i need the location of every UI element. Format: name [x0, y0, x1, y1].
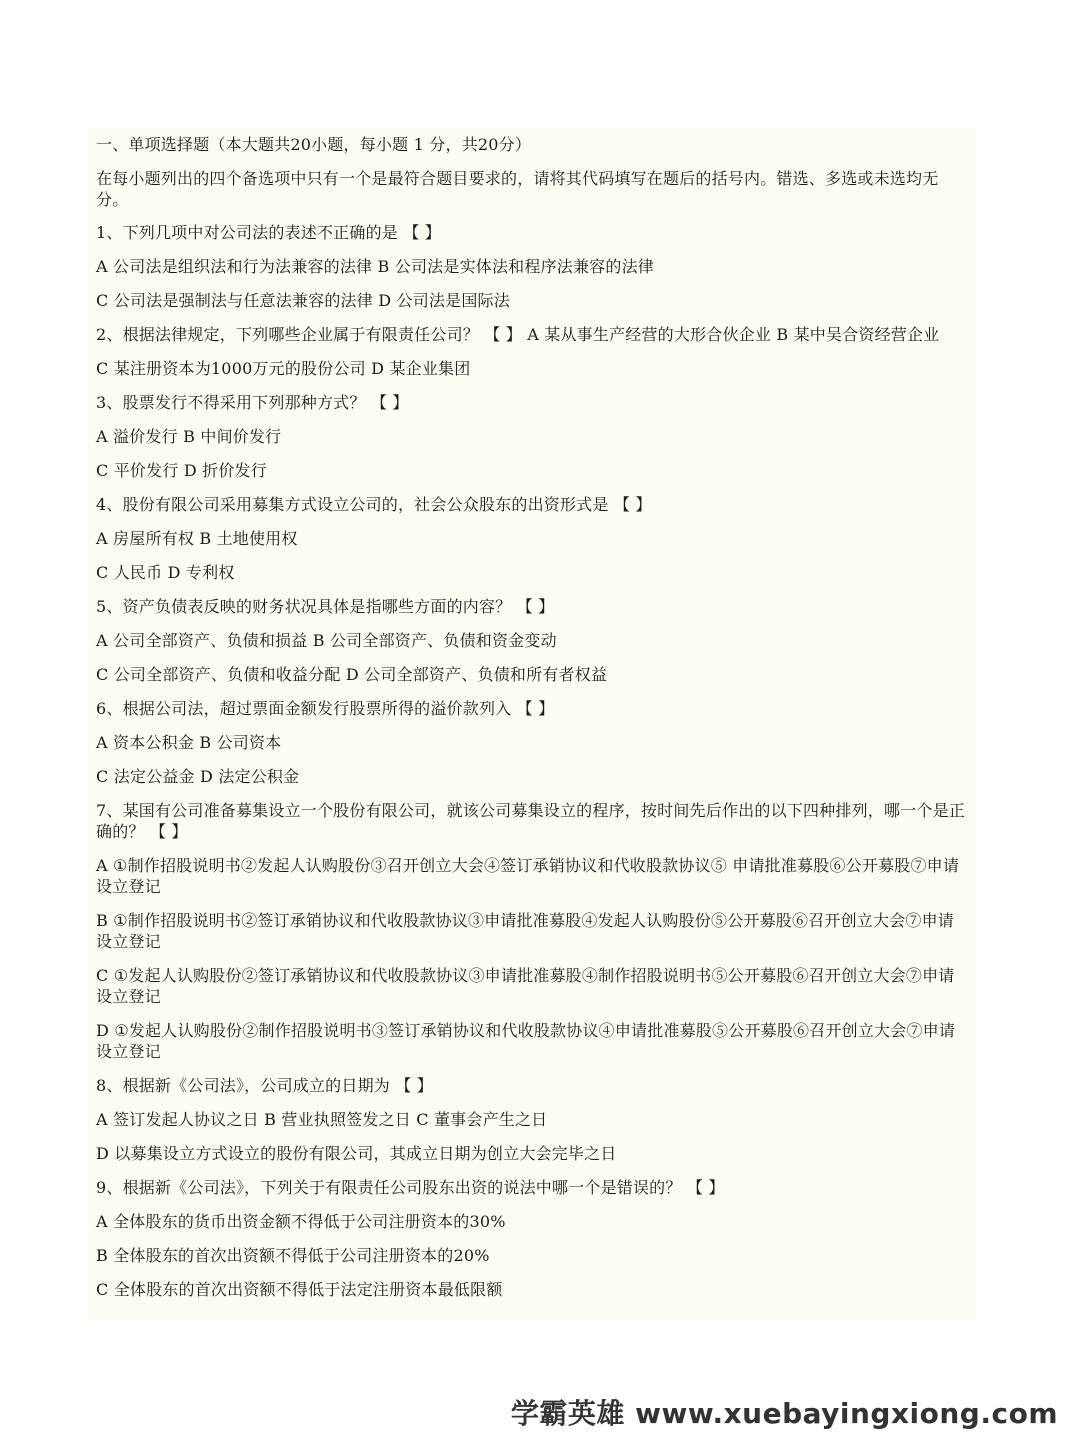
question-5-options-ab: A 公司全部资产、负债和损益 B 公司全部资产、负债和资金变动	[96, 631, 557, 650]
question-9-option-b: B 全体股东的首次出资额不得低于公司注册资本的20%	[96, 1246, 490, 1265]
question-9: 9、根据新《公司法》，下列关于有限责任公司股东出资的说法中哪一个是错误的？ 【 】	[96, 1178, 725, 1197]
document-page	[88, 128, 976, 1318]
question-9-option-a: A 全体股东的货币出资金额不得低于公司注册资本的30%	[96, 1212, 506, 1231]
question-2: 2、根据法律规定，下列哪些企业属于有限责任公司？ 【 】 A 某从事生产经营的大形合伙企业 B 某中吴合资经营企业	[96, 325, 940, 344]
question-8: 8、根据新《公司法》，公司成立的日期为 【 】	[96, 1076, 433, 1095]
question-1: 1、下列几项中对公司法的表述不正确的是 【 】	[96, 223, 441, 242]
question-6-options-ab: A 资本公积金 B 公司资本	[96, 733, 282, 752]
question-1-options-cd: C 公司法是强制法与任意法兼容的法律 D 公司法是国际法	[96, 291, 510, 310]
question-7-option-a: A ①制作招股说明书②发起人认购股份③召开创立大会④签订承销协议和代收股款协议⑤ 申请批准募股⑥公开募股⑦申请设立登记	[96, 856, 960, 896]
question-3-options-ab: A 溢价发行 B 中间价发行	[96, 427, 282, 446]
question-3-options-cd: C 平价发行 D 折价发行	[96, 461, 267, 480]
question-4-options-ab: A 房屋所有权 B 土地使用权	[96, 529, 298, 548]
question-3: 3、股票发行不得采用下列那种方式？ 【 】	[96, 393, 409, 412]
question-9-option-c: C 全体股东的首次出资额不得低于法定注册资本最低限额	[96, 1280, 503, 1299]
site-watermark: 学霸英雄 www.xuebayingxiong.com	[510, 1397, 1058, 1430]
question-7-option-c: C ①发起人认购股份②签订承销协议和代收股款协议③申请批准募股④制作招股说明书⑤公开募股⑥召开创立大会⑦申请设立登记	[96, 966, 955, 1006]
section-heading: 一、单项选择题（本大题共20小题，每小题 1 分，共20分）	[96, 135, 532, 154]
question-2-options-cd: C 某注册资本为1000万元的股份公司 D 某企业集团	[96, 359, 471, 378]
question-6: 6、根据公司法，超过票面金额发行股票所得的溢价款列入 【 】	[96, 699, 555, 718]
question-1-options-ab: A 公司法是组织法和行为法兼容的法律 B 公司法是实体法和程序法兼容的法律	[96, 257, 654, 276]
question-5-options-cd: C 公司全部资产、负债和收益分配 D 公司全部资产、负债和所有者权益	[96, 665, 608, 684]
question-6-options-cd: C 法定公益金 D 法定公积金	[96, 767, 300, 786]
question-8-option-d: D 以募集设立方式设立的股份有限公司，其成立日期为创立大会完毕之日	[96, 1144, 617, 1163]
question-7-option-b: B ①制作招股说明书②签订承销协议和代收股款协议③申请批准募股④发起人认购股份⑤公开募股⑥召开创立大会⑦申请设立登记	[96, 911, 954, 951]
instructions: 在每小题列出的四个备选项中只有一个是最符合题目要求的，请将其代码填写在题后的括号内。错选、多选或未选均无分。	[96, 169, 939, 209]
question-7: 7、某国有公司准备募集设立一个股份有限公司，就该公司募集设立的程序，按时间先后作出的以下四种排列，哪一个是正确的？ 【 】	[96, 801, 965, 841]
question-4-options-cd: C 人民币 D 专利权	[96, 563, 235, 582]
question-7-option-d: D ①发起人认购股份②制作招股说明书③签订承销协议和代收股款协议④申请批准募股⑤公开募股⑥召开创立大会⑦申请设立登记	[96, 1021, 956, 1061]
question-5: 5、资产负债表反映的财务状况具体是指哪些方面的内容？ 【 】	[96, 597, 555, 616]
question-4: 4、股份有限公司采用募集方式设立公司的，社会公众股东的出资形式是 【 】	[96, 495, 652, 514]
question-8-options-abc: A 签订发起人协议之日 B 营业执照签发之日 C 董事会产生之日	[96, 1110, 548, 1129]
